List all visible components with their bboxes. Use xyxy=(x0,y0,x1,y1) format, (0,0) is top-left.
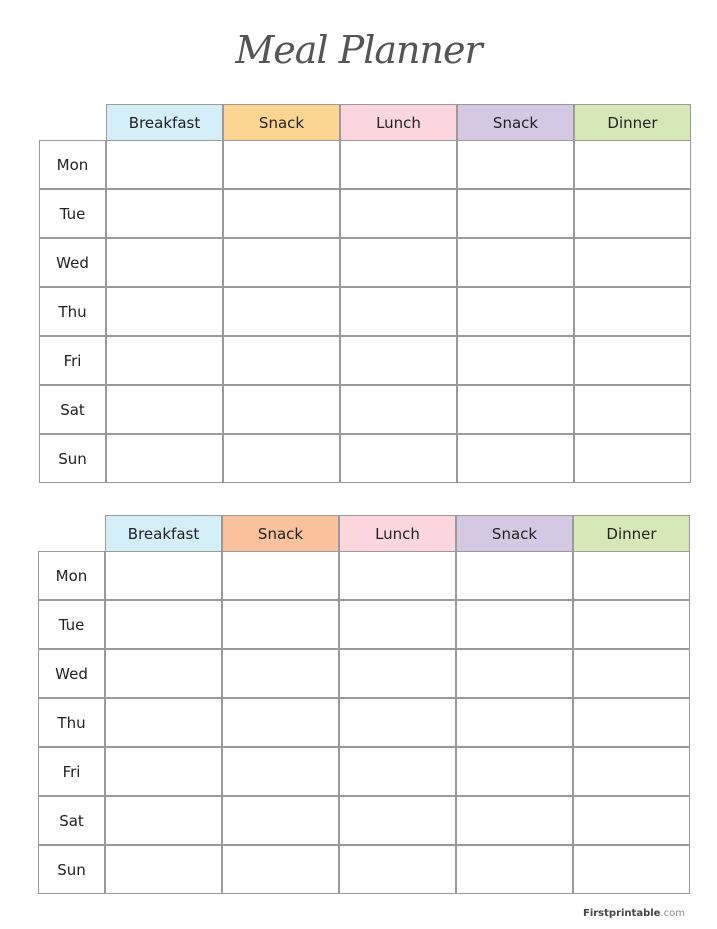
meal-cell[interactable] xyxy=(222,698,339,747)
meal-cell[interactable] xyxy=(340,385,457,434)
meal-cell[interactable] xyxy=(106,287,223,336)
meal-header-dinner: Dinner xyxy=(573,515,690,552)
meal-cell[interactable] xyxy=(222,796,339,845)
day-label-tue: Tue xyxy=(39,189,106,238)
meal-cell[interactable] xyxy=(339,845,456,894)
meal-header-dinner: Dinner xyxy=(574,104,691,141)
meal-cell[interactable] xyxy=(106,140,223,189)
meal-cell[interactable] xyxy=(340,336,457,385)
meal-cell[interactable] xyxy=(339,600,456,649)
day-label-wed: Wed xyxy=(39,238,106,287)
meal-cell[interactable] xyxy=(223,434,340,483)
meal-cell[interactable] xyxy=(574,287,691,336)
day-label-tue: Tue xyxy=(38,600,105,649)
meal-cell[interactable] xyxy=(222,747,339,796)
brand-suffix: .com xyxy=(660,908,685,919)
meal-cell[interactable] xyxy=(105,747,222,796)
day-label-sat: Sat xyxy=(39,385,106,434)
day-label-sun: Sun xyxy=(39,434,106,483)
meal-cell[interactable] xyxy=(222,649,339,698)
meal-cell[interactable] xyxy=(573,747,690,796)
meal-header-lunch: Lunch xyxy=(340,104,457,141)
meal-header-lunch: Lunch xyxy=(339,515,456,552)
meal-cell[interactable] xyxy=(339,649,456,698)
meal-cell[interactable] xyxy=(457,336,574,385)
meal-cell[interactable] xyxy=(339,747,456,796)
meal-cell[interactable] xyxy=(105,698,222,747)
meal-cell[interactable] xyxy=(574,434,691,483)
meal-cell[interactable] xyxy=(573,551,690,600)
day-label-thu: Thu xyxy=(39,287,106,336)
day-label-fri: Fri xyxy=(39,336,106,385)
meal-cell[interactable] xyxy=(223,189,340,238)
day-label-mon: Mon xyxy=(39,140,106,189)
meal-cell[interactable] xyxy=(223,238,340,287)
meal-cell[interactable] xyxy=(340,140,457,189)
meal-cell[interactable] xyxy=(223,385,340,434)
meal-cell[interactable] xyxy=(105,649,222,698)
meal-cell[interactable] xyxy=(340,287,457,336)
meal-header-snack: Snack xyxy=(223,104,340,141)
meal-cell[interactable] xyxy=(573,845,690,894)
meal-cell[interactable] xyxy=(106,189,223,238)
meal-cell[interactable] xyxy=(339,796,456,845)
brand-name: Firstprintable xyxy=(582,908,661,919)
day-label-sat: Sat xyxy=(38,796,105,845)
meal-cell[interactable] xyxy=(222,551,339,600)
meal-cell[interactable] xyxy=(105,600,222,649)
meal-cell[interactable] xyxy=(456,600,573,649)
meal-cell[interactable] xyxy=(340,189,457,238)
meal-cell[interactable] xyxy=(222,845,339,894)
meal-cell[interactable] xyxy=(574,238,691,287)
meal-cell[interactable] xyxy=(105,551,222,600)
meal-cell[interactable] xyxy=(456,551,573,600)
meal-cell[interactable] xyxy=(340,434,457,483)
meal-header-snack: Snack xyxy=(457,104,574,141)
meal-cell[interactable] xyxy=(457,434,574,483)
meal-cell[interactable] xyxy=(456,649,573,698)
day-label-thu: Thu xyxy=(38,698,105,747)
day-label-fri: Fri xyxy=(38,747,105,796)
meal-cell[interactable] xyxy=(456,845,573,894)
meal-cell[interactable] xyxy=(456,796,573,845)
meal-cell[interactable] xyxy=(457,287,574,336)
meal-cell[interactable] xyxy=(105,796,222,845)
day-label-mon: Mon xyxy=(38,551,105,600)
meal-cell[interactable] xyxy=(106,385,223,434)
meal-cell[interactable] xyxy=(573,600,690,649)
meal-cell[interactable] xyxy=(457,140,574,189)
meal-cell[interactable] xyxy=(106,434,223,483)
meal-cell[interactable] xyxy=(574,189,691,238)
meal-cell[interactable] xyxy=(457,189,574,238)
meal-cell[interactable] xyxy=(573,649,690,698)
meal-cell[interactable] xyxy=(573,796,690,845)
meal-cell[interactable] xyxy=(106,238,223,287)
meal-cell[interactable] xyxy=(339,698,456,747)
meal-cell[interactable] xyxy=(223,287,340,336)
meal-header-snack: Snack xyxy=(222,515,339,552)
meal-cell[interactable] xyxy=(574,385,691,434)
meal-cell[interactable] xyxy=(105,845,222,894)
meal-cell[interactable] xyxy=(457,238,574,287)
meal-cell[interactable] xyxy=(457,385,574,434)
meal-cell[interactable] xyxy=(339,551,456,600)
meal-cell[interactable] xyxy=(222,600,339,649)
meal-cell[interactable] xyxy=(106,336,223,385)
meal-cell[interactable] xyxy=(223,336,340,385)
page-title: Meal Planner xyxy=(235,28,482,72)
meal-cell[interactable] xyxy=(456,698,573,747)
meal-header-snack: Snack xyxy=(456,515,573,552)
day-label-wed: Wed xyxy=(38,649,105,698)
meal-cell[interactable] xyxy=(340,238,457,287)
meal-cell[interactable] xyxy=(223,140,340,189)
meal-cell[interactable] xyxy=(574,336,691,385)
day-label-sun: Sun xyxy=(38,845,105,894)
footer-brand xyxy=(583,908,685,919)
meal-header-breakfast: Breakfast xyxy=(106,104,223,141)
meal-cell[interactable] xyxy=(573,698,690,747)
meal-cell[interactable] xyxy=(456,747,573,796)
meal-cell[interactable] xyxy=(574,140,691,189)
meal-header-breakfast: Breakfast xyxy=(105,515,222,552)
